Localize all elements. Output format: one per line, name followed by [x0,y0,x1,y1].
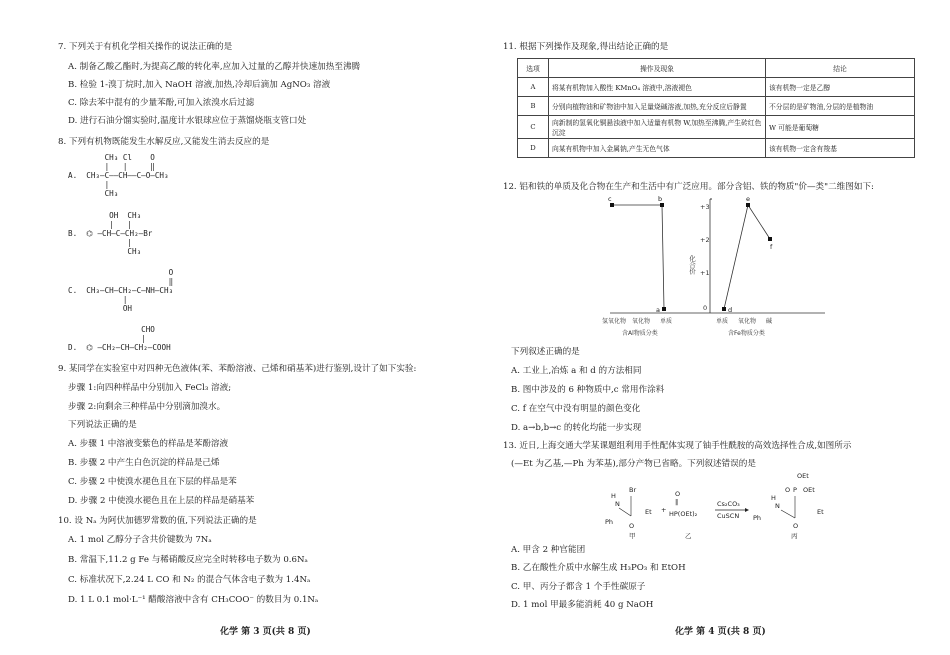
q12-option-d: D. a→b,b→c 的转化均能一步实现 [511,423,642,433]
q9-step2: 步骤 2:向剩余三种样品中分别滴加溴水。 [68,402,226,412]
table-cell: 向某有机物中加入金属钠,产生无色气体 [549,139,766,158]
q12-ask: 下列叙述正确的是 [511,347,580,357]
point-b [660,203,664,207]
q7-option-a: A. 制备乙酸乙酯时,为提高乙酸的转化率,应加入过量的乙醇并快速加热至沸腾 [68,62,361,72]
point-a [662,307,666,311]
q13-option-a: A. 甲含 2 种官能团 [511,545,586,555]
svg-text:Ph: Ph [605,518,614,526]
point-label-b: b [658,195,663,203]
table-header: 操作及现象 [549,59,766,78]
q13-option-b: B. 乙在酸性介质中水解生成 H₃PO₃ 和 EtOH [511,563,686,573]
svg-text:‖: ‖ [675,498,679,506]
x-tick-al: 氧化物 [632,318,651,325]
q8-option-c-structure: O ‖ C. CH₃—CH—CH₂—C—NH—CH₃ | OH [68,268,174,313]
svg-text:O: O [629,522,635,530]
q9-step1: 步骤 1:向四种样品中分别加入 FeCl₃ 溶液; [68,383,232,393]
svg-text:H: H [611,492,616,500]
table-row [518,78,915,97]
table-cell: B [518,97,549,116]
point-c [610,203,614,207]
q7-option-d: D. 进行石油分馏实验时,温度计水银球应位于蒸馏烧瓶支管口处 [68,116,307,126]
x-tick-fe: 单质 [716,318,729,325]
svg-text:OEt: OEt [797,472,809,480]
x-tick-al: 氢氧化物 [602,318,627,325]
q8-option-b-structure: OH CH₃ | | B. ⌬ —CH—C—CH₂—Br | CH₃ [68,211,153,256]
point-f [768,237,772,241]
q8-option-a-structure: CH₃ Cl O | | ‖ A. CH₃—C——CH——C—O—CH₃ | CH₃ [68,153,169,198]
x-tick-fe: 氧化物 [738,318,757,325]
page-footer-left: 化学 第 3 页(共 8 页) [220,627,311,637]
table-row [518,139,915,158]
q10-stem: 10. 设 Nₐ 为阿伏加德罗常数的值,下列说法正确的是 [58,516,257,526]
q13-reaction-scheme [605,472,835,542]
q10-option-c: C. 标准状况下,2.24 L CO 和 N₂ 的混合气体含电子数为 1.4Nₐ [68,575,311,585]
table-cell: D [518,139,549,158]
table-row [518,116,915,139]
q11-stem: 11. 根据下列操作及现象,得出结论正确的是 [503,42,669,52]
q10-option-d: D. 1 L 0.1 mol·L⁻¹ 醋酸溶液中含有 CH₃COO⁻ 的数目为 0.1Nₐ [68,595,319,605]
q12-option-b: B. 图中涉及的 6 种物质中,c 常用作涂料 [511,385,665,395]
q7-option-b: B. 检验 1-溴丁烷时,加入 NaOH 溶液,加热,冷却后滴加 AgNO₃ 溶液 [68,80,331,90]
point-label-f: f [770,243,773,251]
svg-text:Ph: Ph [753,514,762,522]
svg-text:O: O [675,490,681,498]
svg-text:N: N [615,500,620,508]
q7-stem: 7. 下列关于有机化学相关操作的说法正确的是 [58,42,233,52]
q11-table [517,58,915,158]
table-cell: 该有机物一定是乙醇 [766,78,915,97]
q8-option-d-structure: CHO | D. ⌬ —CH₂—CH—CH₂—COOH [68,325,171,352]
table-header: 选项 [518,59,549,78]
table-cell: 不分层的是矿物油,分层的是植物油 [766,97,915,116]
y-tick-label: +2 [700,236,710,244]
q13-stem-2: (—Et 为乙基,—Ph 为苯基),部分产物已省略。下列叙述错误的是 [511,459,756,469]
svg-text:O: O [785,486,791,494]
point-e [746,203,750,207]
q9-option-a: A. 步骤 1 中溶液变紫色的样品是苯酚溶液 [68,439,229,449]
svg-text:Et: Et [645,508,652,516]
label-bing: 丙 [791,532,798,540]
point-d [722,307,726,311]
x-tick-fe: 碱 [766,318,773,325]
q13-stem: 13. 近日,上海交通大学某课题组利用手性配体实现了铀手性酰胺的高效选择性合成,如图所示 [503,441,852,451]
q9-ask: 下列说法正确的是 [68,420,137,430]
table-cell: 分别向植物油和矿物油中加入足量烧碱溶液,加热,充分反应后静置 [549,97,766,116]
al-caption: 含Al物质分类 [622,330,658,337]
svg-text:Br: Br [629,486,637,494]
al-series-line [612,205,664,309]
q8-stem: 8. 下列有机物既能发生水解反应,又能发生消去反应的是 [58,137,270,147]
svg-text:HP(OEt)₂: HP(OEt)₂ [669,510,698,518]
table-cell: 该有机物一定含有羧基 [766,139,915,158]
right-page [475,0,950,655]
table-row [518,97,915,116]
q10-option-a: A. 1 mol 乙醇分子含共价键数为 7Nₐ [68,535,212,545]
q12-option-c: C. f 在空气中没有明显的颜色变化 [511,404,641,414]
svg-text:N: N [775,502,780,510]
table-cell: 向新制的氢氧化铜悬浊液中加入适量有机物 W,加热至沸腾,产生砖红色沉淀 [549,116,766,139]
y-tick-label: +1 [700,269,710,277]
point-label-e: e [746,195,750,203]
q10-option-b: B. 常温下,11.2 g Fe 与稀硝酸反应完全时转移电子数为 0.6Nₐ [68,555,308,565]
svg-text:O: O [793,522,799,530]
point-label-d: d [728,306,733,314]
label-yi: 乙 [685,532,692,540]
fe-caption: 含Fe物质分类 [728,330,765,337]
valence-class-chart [600,195,840,345]
y-tick-label: 0 [703,304,708,312]
q13-option-d: D. 1 mol 甲最多能消耗 40 g NaOH [511,600,654,610]
q9-stem: 9. 某同学在实验室中对四种无色液体(苯、苯酚溶液、己烯和硝基苯)进行鉴别,设计了如下实验: [58,364,417,374]
q7-option-c: C. 除去苯中混有的少量苯酚,可加入浓溴水后过滤 [68,98,255,108]
svg-text:Et: Et [817,508,824,516]
q12-option-a: A. 工业上,冶炼 a 和 d 的方法相同 [511,366,642,376]
q12-stem: 12. 铝和铁的单质及化合物在生产和生活中有广泛应用。部分含铝、铁的物质"价—类"二维图如下: [503,182,874,192]
table-cell: C [518,116,549,139]
q13-option-c: C. 甲、丙分子都含 1 个手性碳原子 [511,582,646,592]
table-cell: 将某有机物加入酸性 KMnO₄ 溶液中,溶液褪色 [549,78,766,97]
svg-text:+: + [661,506,667,514]
page-footer-right: 化学 第 4 页(共 8 页) [675,627,766,637]
q9-option-b: B. 步骤 2 中产生白色沉淀的样品是己烯 [68,458,220,468]
table-header-row [518,59,915,78]
y-axis-label: 化合价 [688,255,696,275]
svg-text:H: H [771,494,776,502]
x-tick-al: 单质 [660,318,673,325]
q9-option-c: C. 步骤 2 中使溴水褪色且在下层的样品是苯 [68,477,237,487]
point-label-c: c [608,195,612,203]
reagent-2: CuSCN [717,512,740,520]
table-header: 结论 [766,59,915,78]
svg-text:P: P [793,486,797,494]
point-label-a: a [656,306,660,314]
label-jia: 甲 [629,532,636,540]
table-cell: W 可能是葡萄糖 [766,116,915,139]
reagent-1: Cs₂CO₃ [717,500,740,508]
table-cell: A [518,78,549,97]
svg-text:OEt: OEt [803,486,815,494]
fe-series-line [724,205,770,309]
y-tick-label: +3 [700,203,710,211]
q9-option-d: D. 步骤 2 中使溴水褪色且在上层的样品是硝基苯 [68,496,255,506]
